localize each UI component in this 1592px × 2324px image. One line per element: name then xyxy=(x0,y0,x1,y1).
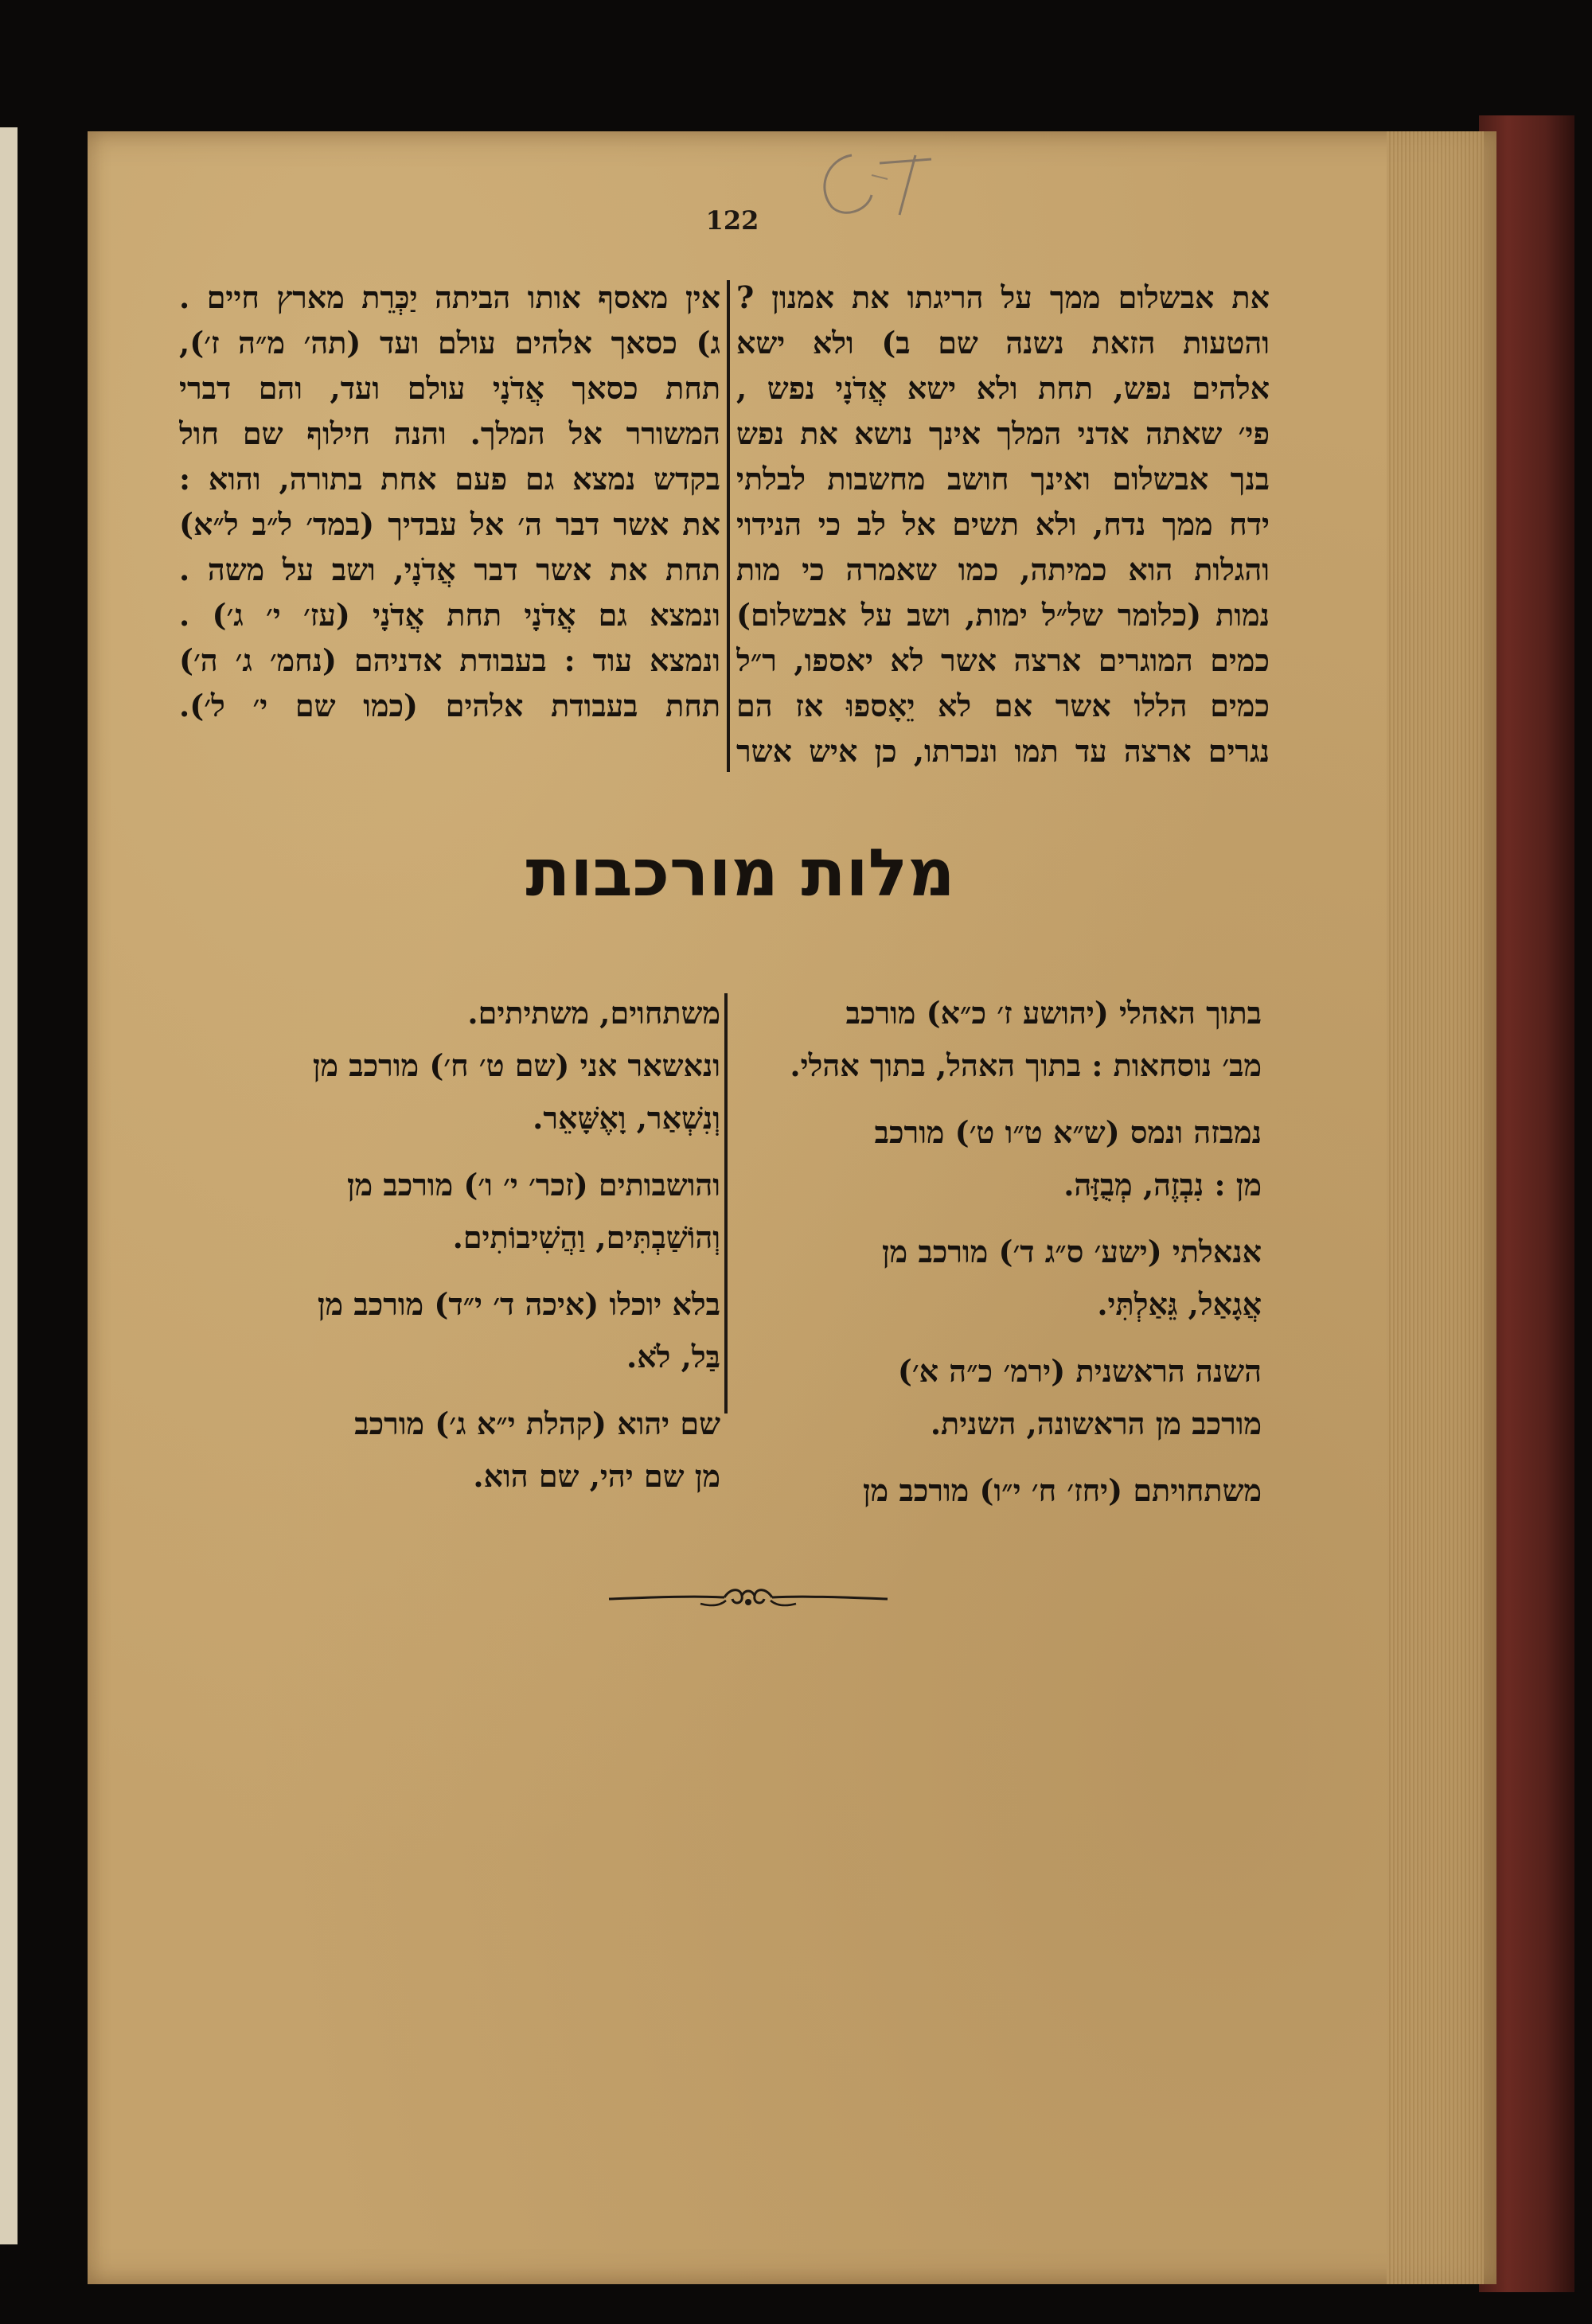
text-line: בקדש נמצא גם פעם אחת בתורה, והוא : xyxy=(179,461,720,497)
text-line: אנאלתי (ישע׳ ס״ג ד׳) מורכב מן xyxy=(882,1234,1262,1269)
text-line: וְנִשְׁאַר, וָאֶשָּׁאֵר. xyxy=(533,1100,720,1136)
handwritten-pencil-mark xyxy=(796,139,955,235)
column-divider xyxy=(724,993,728,1414)
text-line: תחת בעבודת אלהים (כמו שם י׳ ל׳). xyxy=(179,688,720,723)
top-right-column xyxy=(736,275,1270,774)
text-line: תחת כסאך אֲדֹנָי עולם ועד, והם דברי xyxy=(179,370,720,406)
text-line: נגרים ארצה עד תמו ונכרתו, כן איש אשר xyxy=(736,733,1270,769)
text-line: ידח ממך נדח, ולא תשים אל לב כי הנידוי xyxy=(736,506,1270,542)
text-line: ג) כסאך אלהים עולם ועד (תה׳ מ״ה ז׳), xyxy=(179,325,720,361)
text-line: בתוך האהלי (יהושע ז׳ כ״א) מורכב xyxy=(845,995,1262,1031)
page-number: 122 xyxy=(705,205,759,236)
text-line: ונמצא גם אֲדֹנָי תחת אֲדֹנָי (עז׳ י׳ ג׳) . xyxy=(179,597,720,633)
text-line: והטעות הזאת נשנה שם ב) ולא ישא xyxy=(736,325,1270,361)
text-line: והגלות הוא כמיתה, כמו שאמרה כי מות xyxy=(736,552,1270,587)
column-divider xyxy=(727,280,730,772)
text-line: שם יהוא (קהלת י״א ג׳) מורכב xyxy=(354,1406,720,1441)
text-line: את אשר דבר ה׳ אל עבדיך (במד׳ ל״ב ל״א) xyxy=(179,506,720,542)
adjacent-page-strip xyxy=(0,127,18,2244)
text-line: והושבותים (זכר׳ י׳ ו׳) מורכב מן xyxy=(346,1167,720,1203)
text-line: בנך אבשלום ואינך חושב מחשבות לבלתי xyxy=(736,461,1270,497)
text-line: מב׳ נוסחאות : בתוך האהל, בתוך אהלי. xyxy=(790,1047,1262,1083)
bottom-right-column xyxy=(736,987,1262,1517)
text-line: תחת את אשר דבר אֲדֹנָי, ושב על משה . xyxy=(179,552,720,587)
text-line: אֲגָאַל, גֵּאַלְתִּי. xyxy=(1097,1286,1262,1322)
text-line: משתחויתם (יחז׳ ח׳ י״ו) מורכב מן xyxy=(863,1472,1262,1508)
text-line: כמים הללו אשר אם לא יֵאָספוּ אז הם xyxy=(736,688,1270,723)
text-line: מורכב מן הראשונה, השנית. xyxy=(930,1406,1262,1441)
text-line: וְהוֹשַׁבְתִּים, וַהֲשִׁיבוֹתִים. xyxy=(452,1219,720,1255)
text-line: מן שם יהי, שם הוא. xyxy=(473,1458,720,1494)
section-title: מלות מורכבות xyxy=(525,836,955,911)
text-line: משתחוים, משתיתים. xyxy=(467,995,720,1031)
text-line: ונמצא עוד : בעבודת אדניהם (נחמ׳ ג׳ ה׳) xyxy=(179,642,720,678)
text-line: בלא יוכלו (איכה ד׳ י״ד) מורכב מן xyxy=(317,1286,720,1322)
text-line: המשורר אל המלך. והנה חילוף שם חול xyxy=(179,415,720,451)
page-edges xyxy=(1387,131,1484,2284)
text-line: את אבשלום ממך על הריגתו את אמנון ? xyxy=(736,279,1270,315)
text-line: נמבזה ונמס (ש״א ט״ו ט׳) מורכב xyxy=(874,1114,1262,1150)
top-left-column xyxy=(179,275,720,728)
text-line: כמים המוגרים ארצה אשר לא יאספו, ר״ל xyxy=(736,642,1270,678)
text-line: בַּל, לֹא. xyxy=(626,1339,720,1375)
text-line: נמות (כלומר של״ל ימות, ושב על אבשלום) xyxy=(736,597,1270,633)
ornament-divider-icon xyxy=(605,1580,892,1615)
text-line: אין מאסף אותו הביתה יַכְּרֵת מארץ חיים . xyxy=(179,279,720,315)
text-line: מן : נִבְזֶה, מְבֻזָּה. xyxy=(1063,1167,1262,1203)
bottom-left-column xyxy=(179,987,720,1503)
text-line: השנה הראשנית (ירמ׳ כ״ה א׳) xyxy=(897,1353,1262,1389)
text-line: פי׳ שאתה אדני המלך אינך נושא את נפש xyxy=(736,415,1270,451)
text-line: ונאשאר אני (שם ט׳ ח׳) מורכב מן xyxy=(312,1047,720,1083)
text-line: אלהים נפש, תחת ולא ישא אֲדֹנָי נפש , xyxy=(736,370,1270,406)
